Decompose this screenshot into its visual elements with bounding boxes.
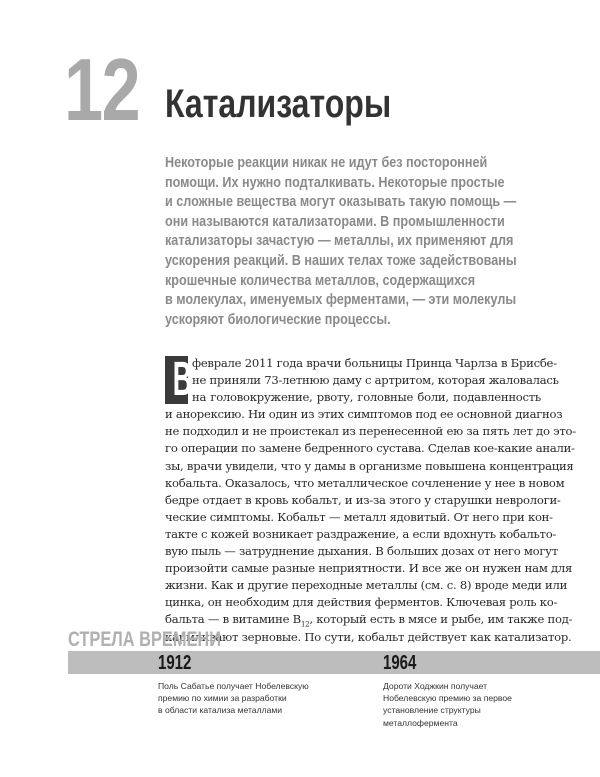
body-line: бедре отдает в кровь кобальт, и из-за этого у старушки неврологи-	[165, 492, 561, 507]
event-line: Нобелевскую премию за первое	[383, 693, 512, 704]
timeline-title: СТРЕЛА ВРЕМЕНИ	[68, 628, 222, 651]
chapter-number: 12	[64, 40, 140, 139]
chapter-title: Катализаторы	[165, 82, 392, 126]
timeline-bar	[68, 651, 600, 674]
body-line: на головокружение, рвоту, головные боли, подавленность	[192, 390, 541, 405]
body-line: вую пыль — затруднение дыхания. В больших дозах от него могут	[165, 544, 558, 559]
event-line: Поль Сабатье получает Нобелевскую	[158, 681, 309, 691]
body-line: кобальта. Оказалось, что металлическое сочленение у нее в новом	[165, 475, 565, 490]
timeline-event-text	[158, 680, 309, 717]
body-line: жизни. Как и другие переходные металлы (см. с. 8) вроде меди или	[165, 578, 568, 593]
intro-line: в молекулах, именуемых ферментами, — эти молекулы	[165, 291, 517, 309]
intro-line: они называются катализаторами. В промышленности	[165, 212, 505, 230]
body-line: ческие симптомы. Кобальт — металл ядовитый. От него при кон-	[165, 509, 553, 524]
timeline-year: 1964	[383, 652, 417, 674]
body-line: зы, врачи увидели, что у дамы в организме повышена концентрация	[165, 458, 574, 473]
intro-line: крошечные количества металлов, содержащихся	[165, 271, 476, 289]
subscript: 12	[300, 620, 310, 629]
body-line: феврале 2011 года врачи больницы Принца Чарлза в Брисбе-	[192, 356, 557, 370]
body-line: кармливают зерновые. По сути, кобальт действует как катализатор.	[165, 629, 572, 644]
body-line: го операции по замене бедренного сустава. Сделав кое-какие анали-	[165, 441, 575, 456]
event-line: установление структуры	[383, 705, 481, 716]
body-line: произойти самые разные неприятности. И все же он нужен нам для	[165, 561, 573, 576]
event-line: в области катализа металлами	[158, 705, 283, 716]
timeline-event-text	[383, 680, 512, 729]
intro-line: и сложные вещества могут оказывать такую помощь —	[165, 193, 517, 211]
body-line: такте с кожей возникает раздражение, а если вдохнуть кобальто-	[165, 526, 557, 541]
body-line: цинка, он необходим для действия ферментов. Ключевая роль ко-	[165, 595, 558, 610]
intro-line: катализаторы зачастую — металлы, их применяют для	[165, 232, 514, 250]
intro-line: помощи. Их нужно подталкивать. Некоторые простые	[165, 173, 505, 191]
intro-paragraph	[165, 153, 530, 329]
intro-line: ускорения реакций. В наших телах тоже задействованы	[165, 251, 517, 269]
intro-line: Некоторые реакции никак не идут без посторонней	[165, 154, 488, 171]
timeline-year: 1912	[158, 652, 192, 674]
body-line: и анорексию. Ни один из этих симптомов под ее основной диагноз	[165, 407, 563, 422]
drop-cap-letter: В	[172, 353, 192, 406]
event-line: металлофермента	[383, 717, 458, 728]
text-span: бальта — в витамине B	[165, 612, 301, 627]
event-line: Дороти Ходжкин получает	[383, 681, 488, 691]
body-text	[165, 355, 576, 646]
intro-line: ускоряют биологические процессы.	[165, 310, 391, 328]
body-line-b12	[165, 611, 573, 629]
event-line: премию по химии за разработки	[158, 693, 287, 704]
body-line: не приняли 73-летнюю даму с артритом, которая жаловалась	[192, 373, 559, 388]
text-span: , который есть в мясе и рыбе, им также под-	[309, 612, 573, 627]
body-line: не подходил и не проистекал из перенесенной ею за пять лет до это-	[165, 424, 576, 439]
